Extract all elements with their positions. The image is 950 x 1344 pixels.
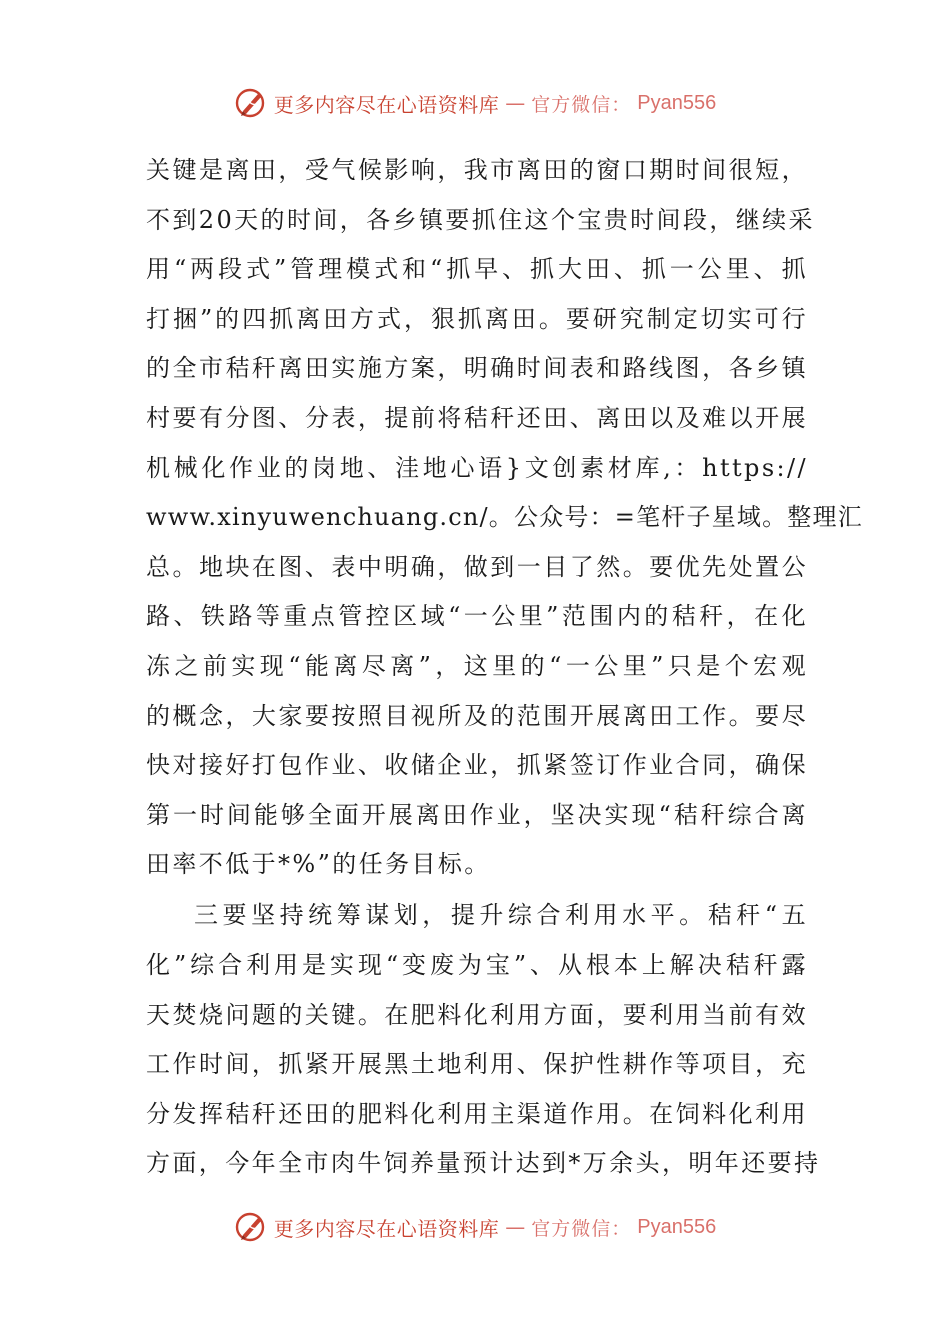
banner-brand-text: 更多内容尽在心语资料库 [273, 92, 500, 117]
pen-logo-icon [234, 1210, 268, 1244]
text-line: 机械化作业的岗地、洼地心语}文创素材库,：https:// [146, 453, 808, 482]
banner-wechat-id: Pyan556 [637, 91, 717, 114]
text-line: 田率不低于*%”的任务目标。 [146, 850, 491, 879]
text-line: www.xinyuwenchuang.cn/。公众号：=笔杆子星域。整理汇 [146, 503, 863, 532]
paragraph-1 [146, 146, 863, 890]
pen-logo-icon [234, 86, 268, 120]
text-line: 天焚烧问题的关键。在肥料化利用方面，要利用当前有效 [146, 1000, 808, 1029]
banner-brand-text: 更多内容尽在心语资料库 [273, 1216, 500, 1241]
text-line: 方面，今年全市肉牛饲养量预计达到*万余头，明年还要持 [146, 1149, 821, 1178]
text-line: 打捆”的四抓离田方式，狠抓离田。要研究制定切实可行 [146, 304, 808, 333]
banner-wechat-label: 官方微信： [531, 1217, 632, 1240]
header-banner [0, 86, 950, 120]
text-line: 的概念，大家要按照目视所及的范围开展离田工作。要尽 [146, 701, 808, 730]
text-line: 冻之前实现“能离尽离”，这里的“一公里”只是个宏观 [146, 651, 808, 680]
banner-separator: — [505, 91, 526, 115]
text-line: 路、铁路等重点管控区域“一公里”范围内的秸秆，在化 [146, 602, 808, 631]
banner-wechat-id: Pyan556 [637, 1215, 717, 1238]
text-line: 三要坚持统筹谋划，提升综合利用水平。秸秆“五 [194, 901, 808, 930]
banner-separator: — [505, 1215, 526, 1239]
text-line: 村要有分图、分表，提前将秸秆还田、离田以及难以开展 [146, 403, 808, 432]
text-line: 快对接好打包作业、收储企业，抓紧签订作业合同，确保 [146, 751, 808, 780]
text-line: 不到20天的时间，各乡镇要抓住这个宝贵时间段，继续采 [146, 205, 815, 234]
banner-wechat-label: 官方微信： [531, 93, 632, 116]
text-line: 化”综合利用是实现“变废为宝”、从根本上解决秸秆露 [146, 951, 808, 979]
text-line: 用“两段式”管理模式和“抓早、抓大田、抓一公里、抓 [146, 255, 808, 284]
text-line: 分发挥秸秆还田的肥料化利用主渠道作用。在饲料化利用 [146, 1099, 808, 1128]
text-line: 工作时间，抓紧开展黑土地利用、保护性耕作等项目，充 [146, 1050, 808, 1079]
text-line: 关键是离田，受气候影响，我市离田的窗口期时间很短， [146, 156, 808, 184]
text-line: 第一时间能够全面开展离田作业，坚决实现“秸秆综合离 [146, 800, 808, 829]
text-line: 的全市秸秆离田实施方案，明确时间表和路线图，各乡镇 [146, 354, 808, 383]
footer-banner [0, 1210, 950, 1244]
text-line: 总。地块在图、表中明确，做到一目了然。要优先处置公 [146, 552, 808, 581]
document-body [146, 146, 863, 1189]
paragraph-2 [146, 891, 821, 1189]
